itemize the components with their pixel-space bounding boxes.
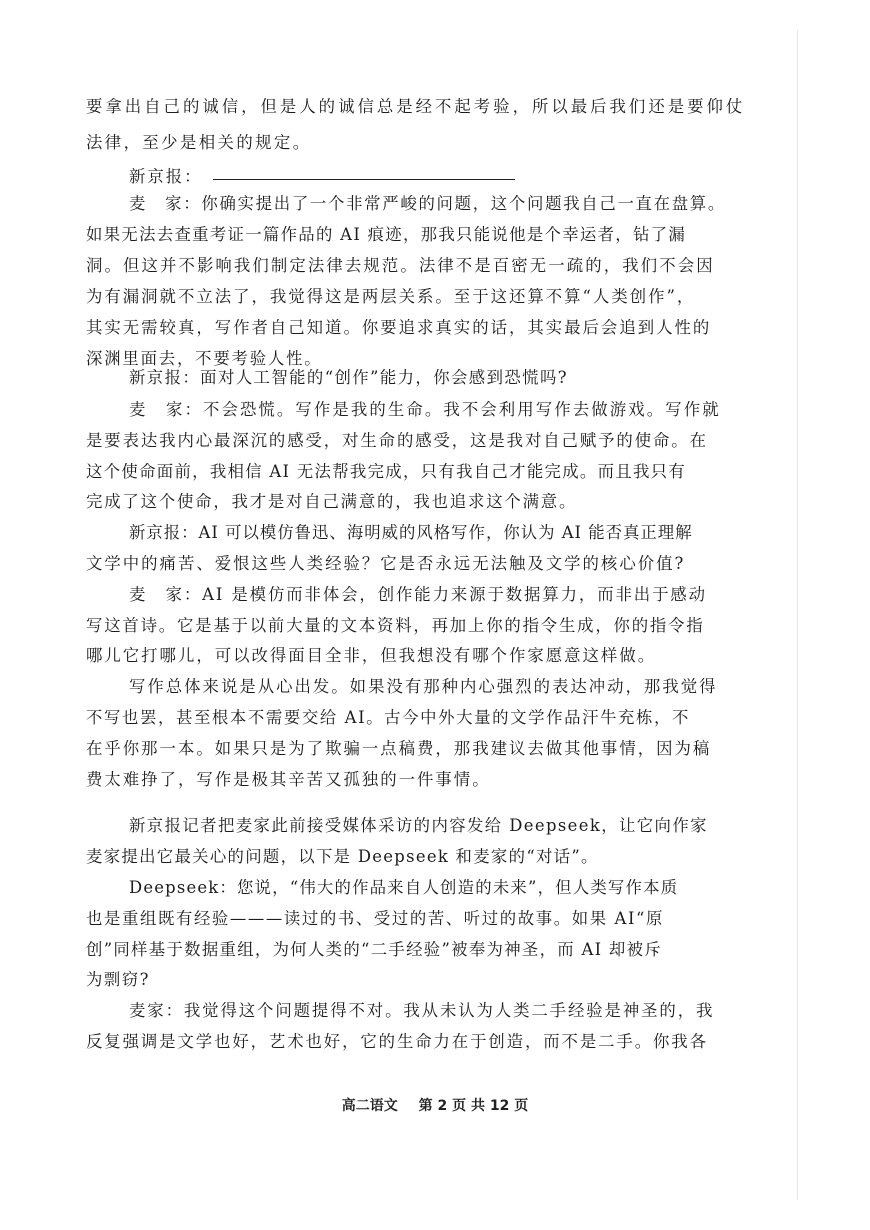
- question-blank-line: [129, 167, 515, 187]
- page-footer: [0, 1095, 870, 1115]
- footer-page-number: 第 2 页 共 12 页: [418, 1098, 529, 1114]
- text-line: 深渊里面去，不要考验人性。: [86, 349, 323, 368]
- text-line: 要拿出自己的诚信，但是人的诚信总是经不起考验，所以最后我们还是要仰仗: [86, 97, 746, 116]
- text-line: 麦家：我觉得这个问题提得不对。我从未认为人类二手经验是神圣的，我: [129, 1001, 715, 1020]
- text-line: 为剽窃?: [86, 970, 150, 989]
- text-line: 这个使命面前，我相信 AI 无法帮我完成，只有我自己才能完成。而且我只有: [86, 462, 687, 481]
- text-line: 不写也罢，甚至根本不需要交给 AI。古今中外大量的文学作品汗牛充栋，不: [86, 708, 691, 727]
- footer-subject: 高二语文: [341, 1098, 398, 1114]
- answer-blank: [213, 179, 515, 180]
- text-line: 新京报：面对人工智能的“创作”能力，你会感到恐慌吗?: [129, 368, 568, 387]
- text-line: 麦 家：你确实提出了一个非常严峻的问题，这个问题我自己一直在盘算。: [129, 194, 726, 213]
- text-line: 新京报：AI 可以模仿鲁迅、海明威的风格写作，你认为 AI 能否真正理解: [129, 523, 693, 542]
- text-line: 如果无法去查重考证一篇作品的 AI 痕迹，那我只能说他是个幸运者，钻了漏: [86, 225, 687, 244]
- text-line: 新京报记者把麦家此前接受媒体采访的内容发给 Deepseek，让它向作家: [129, 816, 708, 835]
- text-line: 哪儿它打哪儿，可以改得面目全非，但我想没有哪个作家愿意这样做。: [86, 646, 657, 665]
- text-line: 为有漏洞就不立法了，我觉得这是两层关系。至于这还算不算“人类创作”，: [86, 287, 696, 306]
- page-edge: [797, 30, 798, 1200]
- text-line: 也是重组既有经验———读过的书、受过的苦、听过的故事。如果 AI“原: [86, 909, 665, 928]
- text-line: 写这首诗。它是基于以前大量的文本资料，再加上你的指令生成，你的指令指: [86, 616, 705, 635]
- text-line: 麦 家：AI 是模仿而非体会，创作能力来源于数据算力，而非出于感动: [129, 585, 707, 604]
- text-line: 反复强调是文学也好，艺术也好，它的生命力在于创造，而不是二手。你我各: [86, 1032, 708, 1051]
- text-line: 法律，至少是相关的规定。: [86, 133, 312, 152]
- text-line: 文学中的痛苦、爱恨这些人类经验？它是否永远无法触及文学的核心价值?: [86, 554, 686, 573]
- text-line: 麦家提出它最关心的问题，以下是 Deepseek 和麦家的“对话”。: [86, 847, 599, 866]
- text-line: 麦 家：不会恐慌。写作是我的生命。我不会利用写作去做游戏。写作就: [129, 400, 721, 419]
- text-line: 是要表达我内心最深沉的感受，对生命的感受，这是我对自己赋予的使命。在: [86, 431, 708, 450]
- text-line: Deepseek：您说，“伟大的作品来自人创造的未来”，但人类写作本质: [129, 878, 679, 897]
- text-line: 完成了这个使命，我才是对自己满意的，我也追求这个满意。: [86, 492, 578, 511]
- speaker-label: 新京报：: [129, 167, 203, 186]
- text-line: 在乎你那一本。如果只是为了欺骗一点稿费，那我建议去做其他事情，因为稿: [86, 739, 712, 758]
- text-line: 洞。但这并不影响我们制定法律去规范。法律不是百密无一疏的，我们不会因: [86, 256, 715, 275]
- text-line: 创”同样基于数据重组，为何人类的“二手经验”被奉为神圣，而 AI 却被斥: [86, 940, 662, 959]
- text-line: 写作总体来说是从心出发。如果没有那种内心强烈的表达冲动，那我觉得: [129, 677, 718, 696]
- text-line: 其实无需较真，写作者自己知道。你要追求真实的话，其实最后会追到人性的: [86, 318, 712, 337]
- text-line: 费太难挣了，写作是极其辛苦又孤独的一件事情。: [86, 770, 491, 789]
